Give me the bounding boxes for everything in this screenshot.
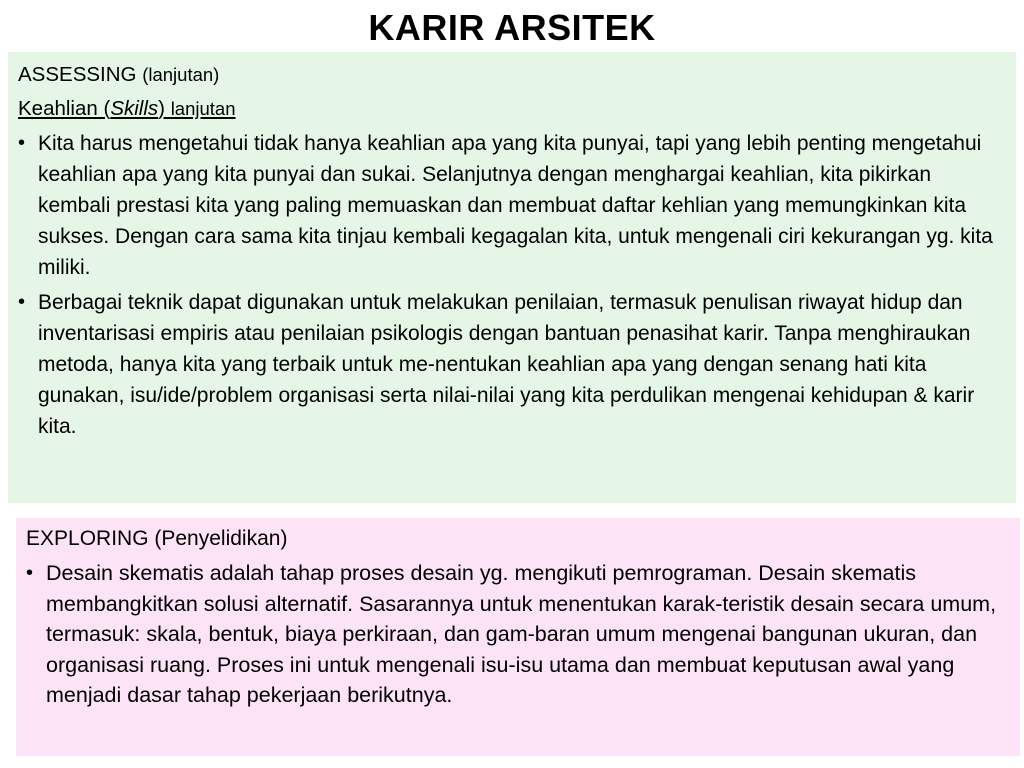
assessing-panel xyxy=(8,52,1016,503)
skills-subheading-prefix: Keahlian ( xyxy=(18,97,111,120)
assessing-bullet-text: Kita harus mengetahui tidak hanya keahlian apa yang kita punyai, tapi yang lebih penting mengetahui keahlian apa yang kita punyai dan sukai. Selanjutnya dengan menghargai keahlian, kita pikirkan kembali prestasi kita yang paling memuaskan dan membuat daftar kehlian yang memungkinkan kita sukses. Dengan cara sama kita tinjau kembali kegagalan kita, untuk mengenali ciri kekurangan yg. kita miliki. xyxy=(38,132,993,279)
assessing-bullet-list xyxy=(18,128,1006,442)
exploring-heading: EXPLORING (Penyelidikan) xyxy=(26,527,288,550)
assessing-bullet-item xyxy=(18,287,1006,442)
skills-subheading xyxy=(18,96,236,122)
exploring-bullet-list xyxy=(26,558,1010,711)
exploring-bullet-text: Desain skematis adalah tahap proses desain yg. mengikuti pemrograman. Desain skematis membangkitkan solusi alternatif. Sasarannya untuk menentukan karak-teristik desain secara umum, termasuk: skala, bentuk, biaya perkiraan, dan gam-baran umum mengenai bangunan ukuran, dan organisasi ruang. Proses ini untuk mengenali isu-isu utama dan membuat keputusan awal yang menjadi dasar tahap pekerjaan berikutnya. xyxy=(46,561,997,707)
bullet-icon: • xyxy=(26,562,34,584)
assessing-bullet-item xyxy=(18,128,1006,283)
skills-subheading-italic: Skills xyxy=(110,97,159,120)
assessing-heading xyxy=(18,62,1006,88)
assessing-heading-label: ASSESSING xyxy=(18,63,137,86)
exploring-bullet-item xyxy=(26,558,1010,711)
bullet-icon: • xyxy=(18,132,26,154)
skills-subheading-suffix: ) xyxy=(158,97,165,120)
slide-title: KARIR ARSITEK xyxy=(368,7,656,48)
bullet-icon: • xyxy=(18,291,26,313)
skills-subheading-note: lanjutan xyxy=(170,98,236,119)
assessing-bullet-text: Berbagai teknik dapat digunakan untuk melakukan penilaian, termasuk penulisan riwayat hidup dan inventarisasi empiris atau penilaian psikologis dengan bantuan penasihat karir. Tanpa menghiraukan metoda, hanya kita yang terbaik untuk me-nentukan keahlian apa yang dengan senang hati kita gunakan, isu/ide/problem organisasi serta nilai-nilai yang kita perdulikan mengenai kehidupan & karir kita. xyxy=(38,291,975,438)
assessing-heading-note: (lanjutan) xyxy=(142,64,220,85)
exploring-panel xyxy=(16,518,1020,756)
